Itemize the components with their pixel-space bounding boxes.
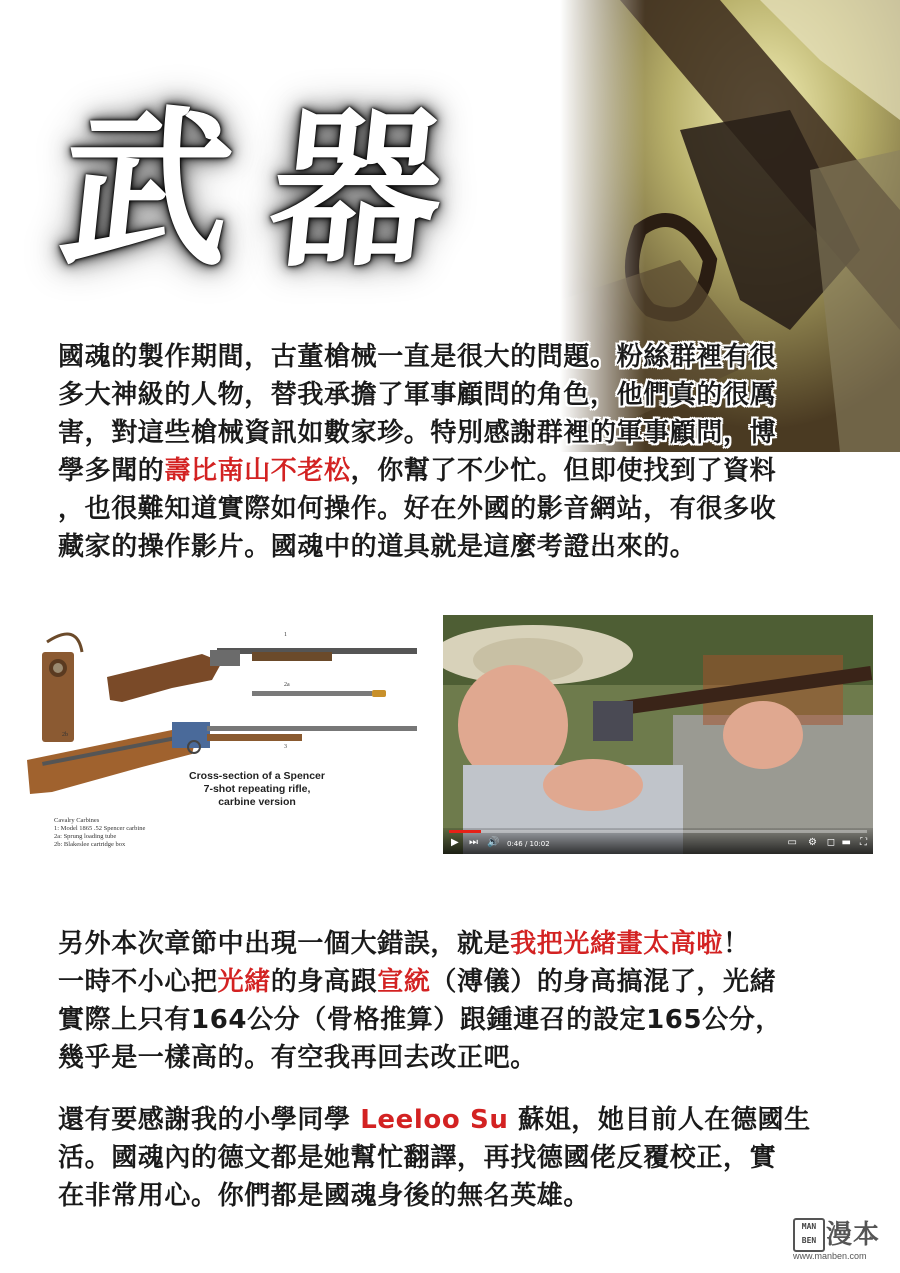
text-line: 害，對這些槍械資訊如數家珍。特別感謝群裡的軍事顧問，博 xyxy=(58,418,777,448)
text-line: ，也很難知道實際如何操作。好在外國的影音網站，有很多收 xyxy=(58,494,777,524)
title-char-2: 器 xyxy=(261,90,453,290)
cartridge-box xyxy=(42,634,82,742)
progress-bar[interactable] xyxy=(449,830,867,833)
label-3: 3 xyxy=(284,744,287,750)
subtitles-icon[interactable]: ▭ xyxy=(787,837,797,848)
legend-item: 2b: Blakeslee cartridge box xyxy=(54,841,126,848)
text-line xyxy=(58,452,858,490)
watermark-name: 漫本 xyxy=(826,1220,881,1250)
text-line: 藏家的操作影片。國魂中的道具就是這麼考證出來的。 xyxy=(58,532,697,562)
caption-line: 7-shot repeating rifle, xyxy=(203,783,311,795)
highlight-name: 壽比南山不老松 xyxy=(164,456,351,486)
text-line xyxy=(58,963,858,1001)
text-line: 國魂的製作期間，古董槍械一直是很大的問題。粉絲群裡有很 xyxy=(58,342,777,372)
label-2b: 2b xyxy=(62,732,68,738)
legend-item: 2a: Sprung loading tube xyxy=(54,833,117,840)
badge-text: BEN xyxy=(801,1236,817,1245)
text-line: 多大神級的人物，替我承擔了軍事顧問的角色，他們真的很厲 xyxy=(58,380,777,410)
watermark-badge xyxy=(793,1218,825,1252)
time-display: 0:46 / 10:02 xyxy=(507,840,550,848)
text-segment: （溥儀）的身高搞混了，光緒 xyxy=(430,967,777,997)
diagram-caption xyxy=(182,770,332,809)
label-1: 1 xyxy=(284,632,287,638)
caption-line: carbine version xyxy=(218,796,296,808)
fullscreen-icon[interactable]: ⛶ xyxy=(860,837,867,848)
text-segment: 一時不小心把 xyxy=(58,967,218,997)
play-icon[interactable]: ▶ xyxy=(451,837,459,848)
text-segment: 學多聞的 xyxy=(58,456,165,486)
label-2a: 2a xyxy=(284,682,290,688)
legend-title: Cavalry Carbines xyxy=(54,817,100,824)
text-segment: ，你幫了不少忙。但即使找到了資料 xyxy=(350,456,777,486)
text-segment: 還有要感謝我的小學同學 xyxy=(58,1105,361,1135)
highlight-text: 光緒 xyxy=(217,967,271,997)
text-segment: 另外本次章節中出現一個大錯誤，就是 xyxy=(58,929,511,959)
watermark-url: www.manben.com xyxy=(793,1251,867,1261)
highlight-text: 宣統 xyxy=(377,967,431,997)
video-player[interactable] xyxy=(443,615,873,854)
intro-paragraph xyxy=(58,338,858,566)
next-icon[interactable]: ⏭ xyxy=(469,837,478,848)
caption-line: Cross-section of a Spencer xyxy=(189,770,325,782)
text-segment: 蘇姐，她目前人在德國生 xyxy=(508,1105,811,1135)
volume-icon[interactable]: 🔊 xyxy=(487,837,500,848)
text-line: 幾乎是一樣高的。有空我再回去改正吧。 xyxy=(58,1043,537,1073)
video-frame xyxy=(443,615,873,854)
miniplayer-icon[interactable]: ◻ xyxy=(826,837,835,848)
badge-text: MAN xyxy=(801,1222,817,1231)
progress-fill xyxy=(449,830,481,833)
text-segment: ！ xyxy=(723,929,750,959)
text-line: 在非常用心。你們都是國魂身後的無名英雄。 xyxy=(58,1181,591,1211)
theater-icon[interactable]: ▬ xyxy=(841,837,851,848)
thanks-paragraph xyxy=(58,1101,858,1215)
text-line xyxy=(58,1101,858,1139)
settings-icon[interactable]: ⚙ xyxy=(808,837,817,848)
video-controls xyxy=(443,828,873,854)
text-line: 活。國魂內的德文都是她幫忙翻譯，再找德國佬反覆校正，實 xyxy=(58,1143,777,1173)
highlight-text: 我把光緒畫太高啦 xyxy=(510,929,724,959)
text-line: 實際上只有164公分（骨格推算）跟鍾連召的設定165公分， xyxy=(58,1005,782,1035)
loading-tube xyxy=(252,690,386,697)
page-title xyxy=(51,80,453,300)
text-segment: 的身高跟 xyxy=(270,967,378,997)
text-line xyxy=(58,925,858,963)
rifle-diagram xyxy=(22,622,427,862)
legend-item: 1: Model 1865 .52 Spencer carbine xyxy=(54,825,146,832)
title-char-1: 武 xyxy=(51,90,243,290)
correction-paragraph xyxy=(58,925,858,1077)
watermark xyxy=(793,1218,893,1262)
highlight-name: Leeloo Su xyxy=(360,1105,509,1135)
